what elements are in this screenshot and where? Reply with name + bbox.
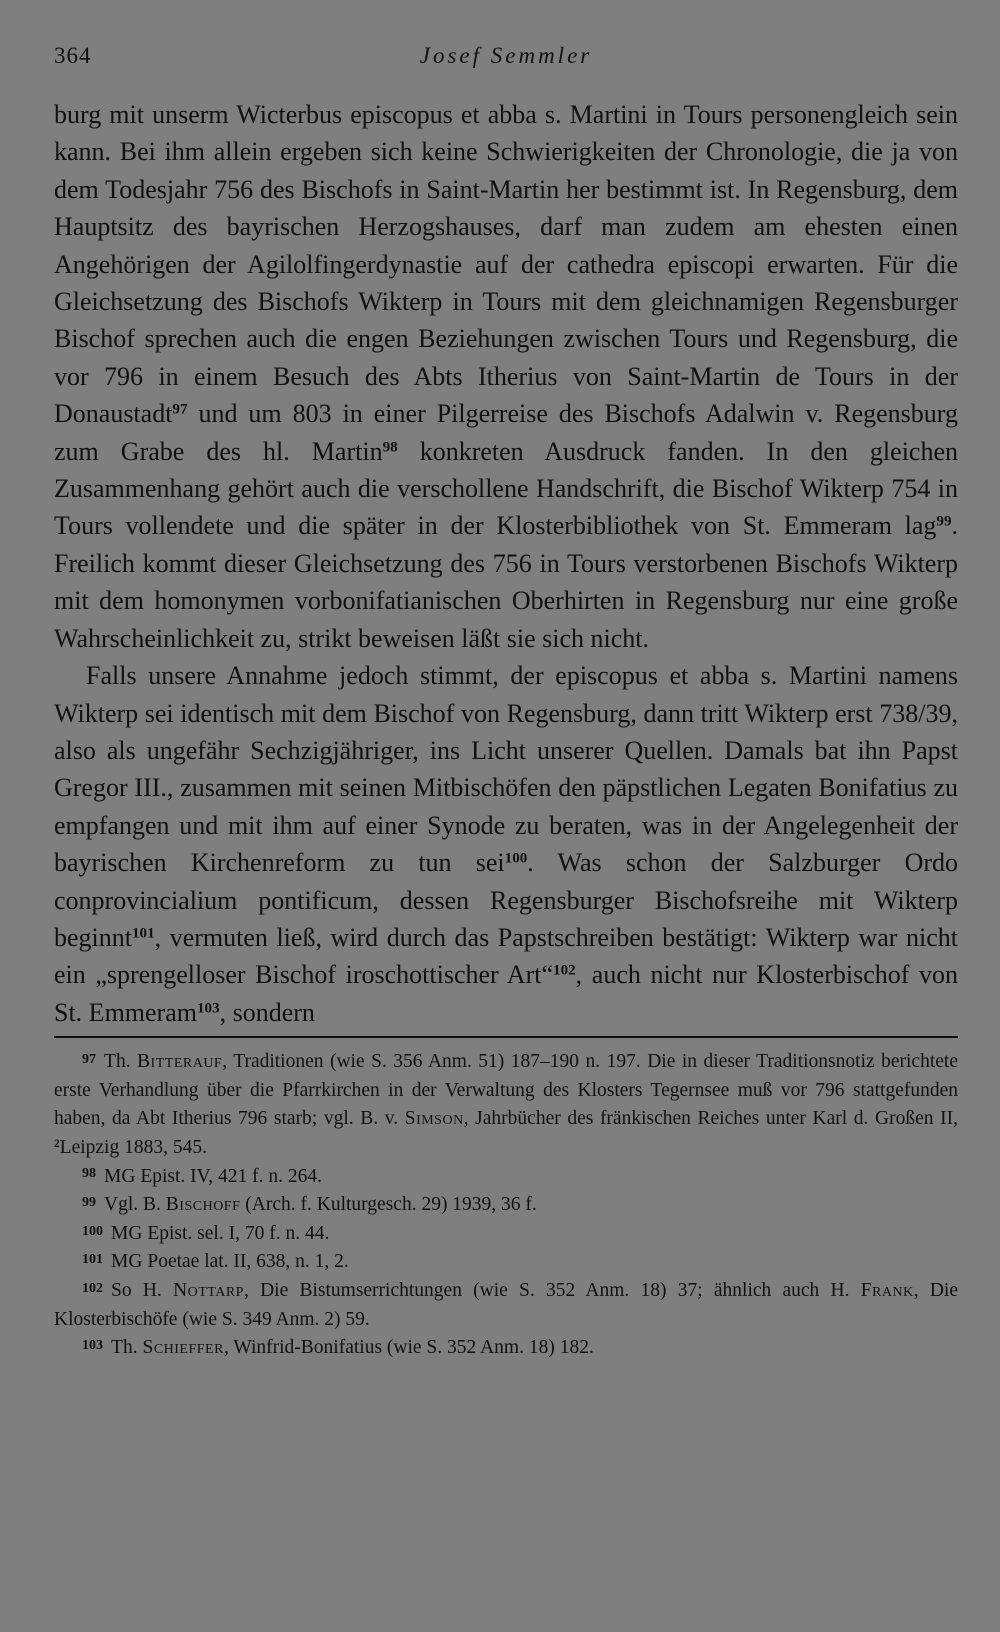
text-run: MG Epist. sel. I, 70 f. n. 44. [111,1222,330,1244]
footnote-98 [54,1163,958,1192]
paragraph [54,657,958,1031]
text-run: Leipzig 1883, 545. [59,1136,207,1158]
author-name: Schieffer [142,1337,224,1359]
footnote-reference: 99 [936,514,952,531]
text-run: (Arch. f. Kulturgesch. 29) 1939, 36 f. [240,1194,537,1216]
text-run: , sondern [219,997,315,1027]
author-name: Bischoff [165,1194,241,1216]
footnote-number: 97 [82,1050,97,1067]
footnote-reference: 97 [172,401,188,418]
footnote-reference: 101 [132,925,155,942]
footnote-reference: 2 [54,1137,60,1150]
text-run: MG Poetae lat. II, 638, n. 1, 2. [111,1251,349,1273]
footnote-number: 98 [82,1165,97,1182]
author-name: Frank [860,1279,914,1301]
text-run: Falls unsere Annahme jedoch stimmt, der episcopus et abba s. Martini namens Wikterp sei identisch mit dem Bischof von Regensburg, dann tritt Wikterp erst 738/39, also als ungefähr Sechzigjähriger, ins Licht unserer Quellen. Damals bat ihn Papst Gregor III., zusammen mit seinen Mitbischöfen den päpstlichen Legaten Bonifatius zu empfangen und mit ihm auf einer Synode zu beraten, was in der Angelegenheit der bayrischen Kirchenreform zu tun sei [54,661,958,878]
text-run: , Die Bistumserrichtungen (wie S. 352 Anm. 18) 37; ähnlich auch H. [243,1279,861,1301]
text-run: So H. [111,1279,174,1301]
text-run: konkreten Ausdruck fanden. In den gleichen Zusammenhang gehört auch die verschollene Handschrift, die Bischof Wikterp 754 in Tours vollendete und die später in der Klosterbibliothek von St. Emmeram lag [54,436,958,541]
footnote-number: 103 [82,1336,104,1353]
text-run: Th. [111,1337,143,1359]
text-run: und um 803 in einer Pilgerreise des Bischofs Adalwin v. Regensburg zum Grabe des hl. Martin [54,399,958,466]
footnote-number: 100 [82,1222,104,1239]
footnote-reference: 100 [504,850,528,867]
text-run: . Freilich kommt dieser Gleichsetzung des 756 in Tours verstorbenen Bischofs Wikterp mit dem homonymen vorbonifatianischen Oberhirten in Regensburg nur eine große Wahrscheinlichkeit zu, strikt beweisen läßt sie sich nicht. [54,511,958,653]
text-run: , vermuten ließ, wird durch das Papstschreiben bestätigt: Wikterp war nicht ein „sprengelloser Bischof iroschottischer Art“ [54,922,958,990]
paragraph [54,96,958,657]
text-run: , auch nicht nur Klosterbischof von St. Emmeram [54,960,958,1027]
footnote-number: 101 [82,1251,104,1268]
author-name: Bitterauf [137,1051,223,1073]
footnote-101 [54,1248,958,1277]
text-run: . Was schon der Salzburger Ordo conprovincialium pontificum, dessen Regensburger Bischofsreihe mit Wikterp beginnt [54,848,958,952]
footnote-102 [54,1277,958,1334]
footnote-100 [54,1220,958,1249]
footnote-number: 102 [82,1279,104,1296]
footnote-number: 99 [82,1193,97,1210]
footnote-reference: 103 [196,1000,220,1017]
text-run: , Winfrid-Bonifatius (wie S. 352 Anm. 18) 182. [223,1337,594,1359]
text-run: MG Epist. IV, 421 f. n. 264. [104,1165,322,1187]
page-header [54,38,958,74]
footnotes [54,1048,958,1363]
text-run: burg mit unserm Wicterbus episcopus et abba s. Martini in Tours personengleich sein kann. Bei ihm allein ergeben sich keine Schwierigkeiten der Chronologie, die ja von dem Todesjahr 756 des Bischofs in Saint-Martin her bestimmt ist. In Regensburg, dem Hauptsitz des bayrischen Herzogshauses, darf man zudem am ehesten einen Angehörigen der Agilolfingerdynastie auf der cathedra episcopi erwarten. Für die Gleichsetzung des Bischofs Wikterp in Tours mit dem gleichnamigen Regensburger Bischof sprechen auch die engen Beziehungen zwischen Tours und Regensburg, die vor 796 in einem Besuch des Abts Itherius von Saint-Martin de Tours in der Donaustadt [54,100,958,429]
body-text [54,96,958,1031]
author-name: Simson [404,1108,464,1130]
running-title: Josef Semmler [419,43,593,68]
text-run: , Traditionen (wie S. 356 Anm. 51) 187–190 n. 197. Die in dieser Traditionsnotiz berichtete erste Verhandlung über die Pfarrkirchen in der Verwaltung des Klosters Tegernsee muß vor 796 stattgefunden haben, da Abt Itherius 796 starb; vgl. B. v. [54,1051,958,1130]
footnote-reference: 98 [382,439,398,456]
footnote-103 [54,1334,958,1363]
book-page [54,38,958,1363]
footnote-97 [54,1048,958,1162]
author-name: Nottarp [173,1279,244,1301]
footnote-99 [54,1191,958,1220]
text-run: Th. [104,1051,138,1073]
text-run: , Die Klosterbischöfe (wie S. 349 Anm. 2) 59. [54,1279,958,1330]
footnote-reference: 102 [553,963,576,980]
footnote-separator [54,1036,958,1038]
text-run: , Jahrbücher des fränkischen Reiches unter Karl d. Großen II, [463,1108,958,1130]
text-run: Vgl. B. [104,1194,166,1216]
page-number: 364 [54,43,92,68]
